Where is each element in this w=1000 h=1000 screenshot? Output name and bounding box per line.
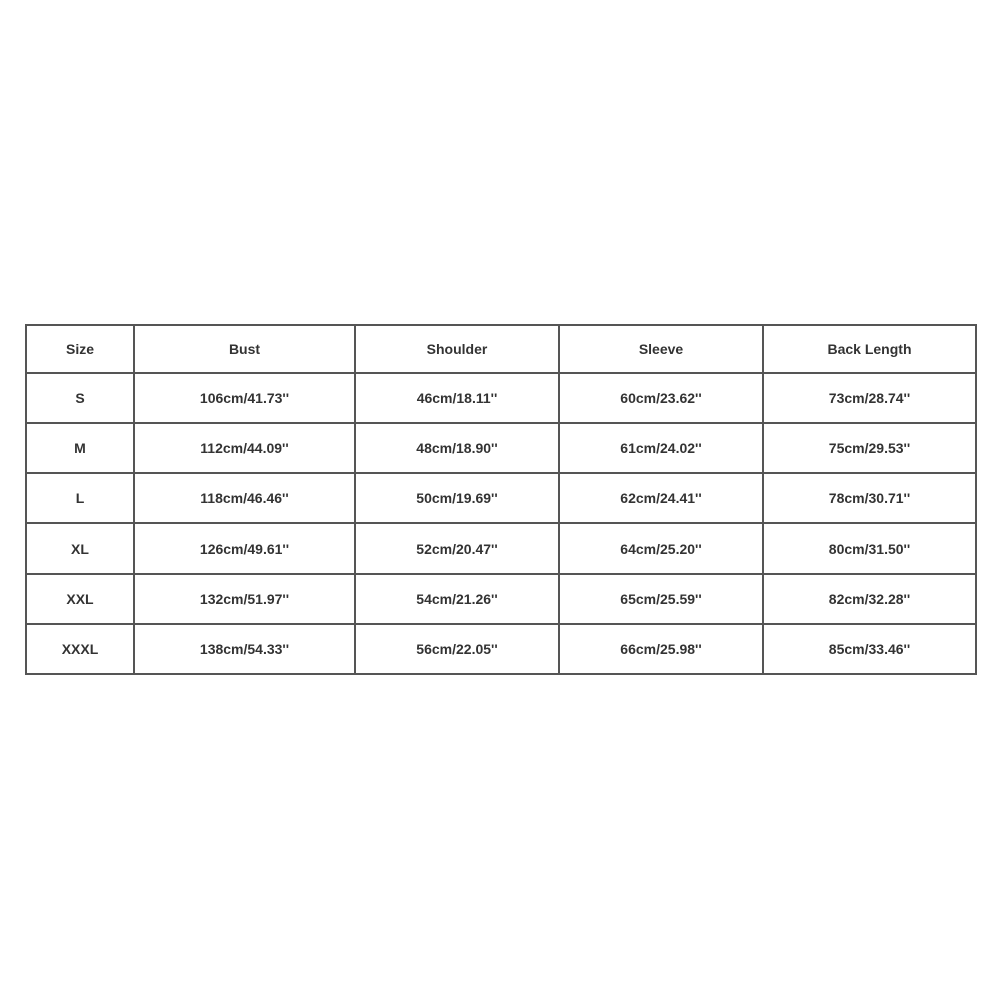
table-row xyxy=(26,523,976,573)
table-row xyxy=(26,373,976,423)
cell-size: XXXL xyxy=(26,624,134,674)
cell-shoulder: 46cm/18.11'' xyxy=(355,373,559,423)
cell-back-length: 78cm/30.71'' xyxy=(763,473,976,523)
table-row xyxy=(26,473,976,523)
cell-bust: 118cm/46.46'' xyxy=(134,473,355,523)
cell-size: S xyxy=(26,373,134,423)
cell-back-length: 75cm/29.53'' xyxy=(763,423,976,473)
header-back-length: Back Length xyxy=(763,325,976,373)
cell-sleeve: 64cm/25.20'' xyxy=(559,523,763,573)
table-row xyxy=(26,574,976,624)
cell-sleeve: 61cm/24.02'' xyxy=(559,423,763,473)
cell-back-length: 80cm/31.50'' xyxy=(763,523,976,573)
cell-sleeve: 66cm/25.98'' xyxy=(559,624,763,674)
cell-shoulder: 48cm/18.90'' xyxy=(355,423,559,473)
size-chart-body xyxy=(26,373,976,674)
cell-back-length: 82cm/32.28'' xyxy=(763,574,976,624)
header-row xyxy=(26,325,976,373)
cell-bust: 132cm/51.97'' xyxy=(134,574,355,624)
cell-bust: 126cm/49.61'' xyxy=(134,523,355,573)
cell-shoulder: 54cm/21.26'' xyxy=(355,574,559,624)
cell-shoulder: 50cm/19.69'' xyxy=(355,473,559,523)
cell-shoulder: 52cm/20.47'' xyxy=(355,523,559,573)
cell-size: M xyxy=(26,423,134,473)
cell-size: XXL xyxy=(26,574,134,624)
table-row xyxy=(26,423,976,473)
cell-back-length: 85cm/33.46'' xyxy=(763,624,976,674)
cell-sleeve: 65cm/25.59'' xyxy=(559,574,763,624)
header-sleeve: Sleeve xyxy=(559,325,763,373)
table-row xyxy=(26,624,976,674)
cell-bust: 138cm/54.33'' xyxy=(134,624,355,674)
cell-back-length: 73cm/28.74'' xyxy=(763,373,976,423)
cell-size: L xyxy=(26,473,134,523)
size-chart-header xyxy=(26,325,976,373)
cell-sleeve: 62cm/24.41'' xyxy=(559,473,763,523)
cell-bust: 112cm/44.09'' xyxy=(134,423,355,473)
header-bust: Bust xyxy=(134,325,355,373)
header-shoulder: Shoulder xyxy=(355,325,559,373)
cell-sleeve: 60cm/23.62'' xyxy=(559,373,763,423)
cell-size: XL xyxy=(26,523,134,573)
header-size: Size xyxy=(26,325,134,373)
size-chart-table xyxy=(25,324,977,675)
cell-shoulder: 56cm/22.05'' xyxy=(355,624,559,674)
cell-bust: 106cm/41.73'' xyxy=(134,373,355,423)
